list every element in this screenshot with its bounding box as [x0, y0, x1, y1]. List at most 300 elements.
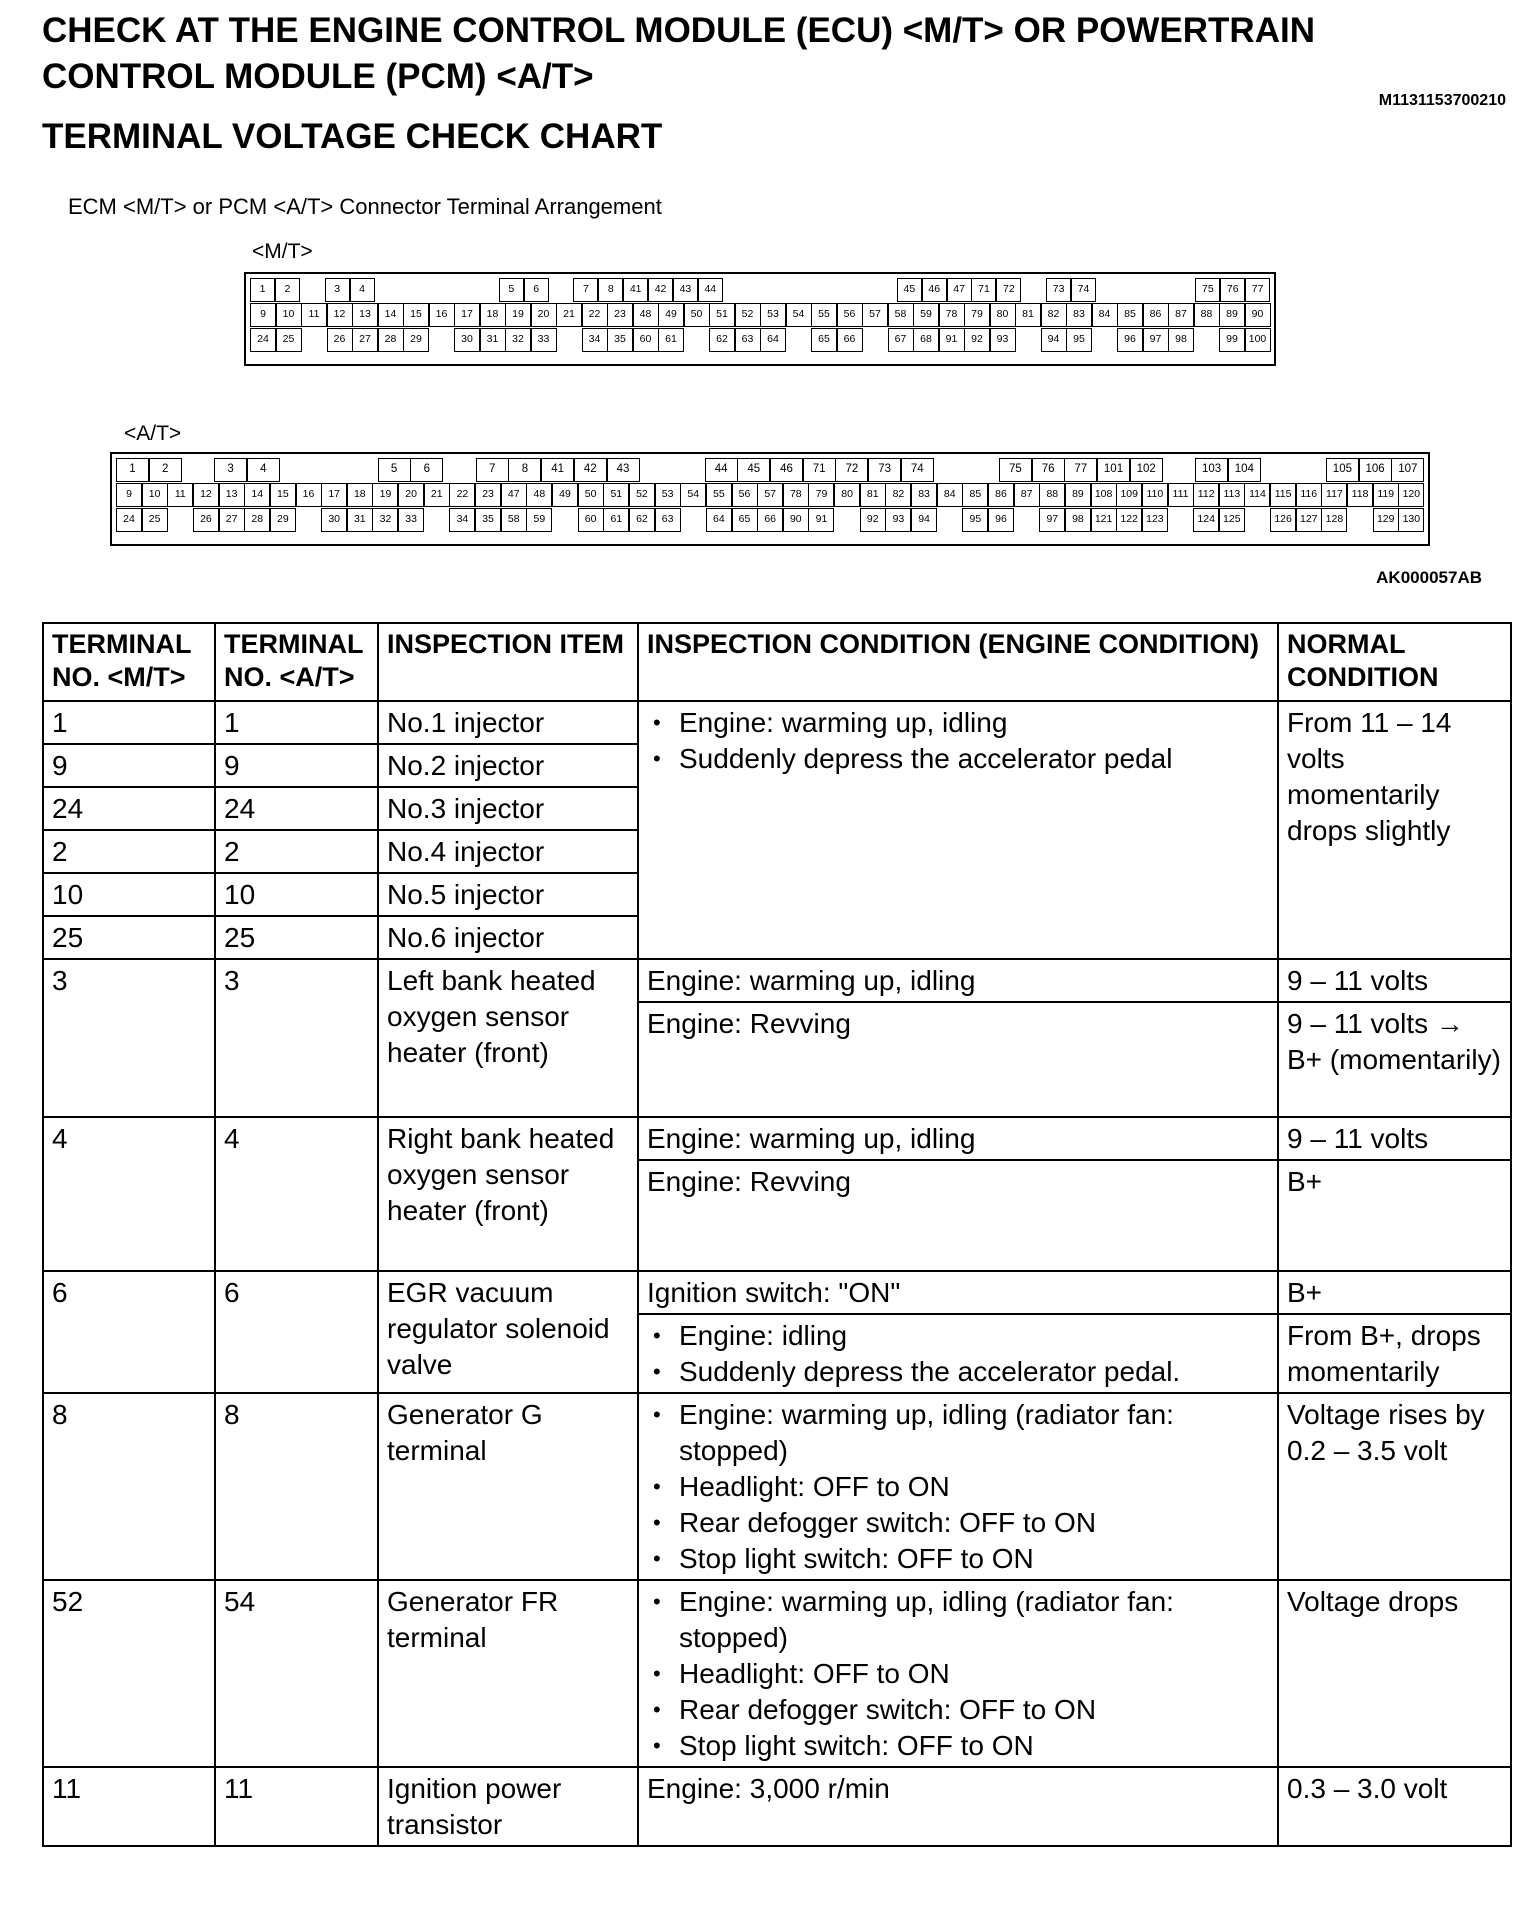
- condition-item: • Rear defogger switch: OFF to ON: [679, 1692, 1269, 1728]
- mt-terminal-72: 72: [996, 278, 1021, 302]
- at-terminal-62: 62: [629, 508, 655, 532]
- inspection-item: No.1 injector: [378, 701, 638, 744]
- terminal-at: 10: [215, 873, 378, 916]
- inspection-item: Left bank heated oxygen sensor heater (front): [378, 959, 638, 1117]
- inspection-item: No.5 injector: [378, 873, 638, 916]
- at-terminal-104: 104: [1228, 458, 1261, 482]
- at-terminal-4: 4: [247, 458, 280, 482]
- mt-terminal-15: 15: [403, 303, 429, 327]
- at-terminal-125: 125: [1219, 508, 1245, 532]
- at-terminal-28: 28: [244, 508, 270, 532]
- at-terminal-59: 59: [526, 508, 552, 532]
- mt-terminal-52: 52: [735, 303, 761, 327]
- terminal-at: 25: [215, 916, 378, 959]
- inspection-condition: Engine: Revving: [638, 1160, 1278, 1271]
- at-terminal-23: 23: [475, 483, 501, 507]
- at-connector-label: <A/T>: [124, 422, 182, 445]
- at-terminal-117: 117: [1321, 483, 1347, 507]
- normal-condition: From B+, drops momentarily: [1278, 1314, 1511, 1393]
- at-connector-diagram: [110, 452, 1430, 546]
- at-terminal-114: 114: [1244, 483, 1270, 507]
- mt-terminal-23: 23: [607, 303, 633, 327]
- at-terminal-43: 43: [607, 458, 640, 482]
- at-terminal-95: 95: [962, 508, 988, 532]
- at-terminal-71: 71: [803, 458, 836, 482]
- condition-item: • Headlight: OFF to ON: [679, 1469, 1269, 1505]
- mt-terminal-14: 14: [378, 303, 404, 327]
- mt-terminal-73: 73: [1046, 278, 1071, 302]
- table-row: [43, 1580, 1511, 1767]
- inspection-condition: Engine: warming up, idling: [638, 1117, 1278, 1160]
- at-terminal-116: 116: [1296, 483, 1322, 507]
- header-terminal-at: TERMINAL NO. <A/T>: [215, 623, 378, 701]
- at-terminal-76: 76: [1032, 458, 1065, 482]
- table-row: [43, 959, 1511, 1002]
- terminal-at: 9: [215, 744, 378, 787]
- at-terminal-90: 90: [783, 508, 809, 532]
- at-terminal-118: 118: [1347, 483, 1373, 507]
- terminal-mt: 11: [43, 1767, 215, 1846]
- mt-terminal-28: 28: [378, 328, 404, 352]
- at-terminal-2: 2: [149, 458, 182, 482]
- mt-terminal-2: 2: [275, 278, 300, 302]
- document-id: M1131153700210: [1378, 92, 1506, 109]
- mt-terminal-22: 22: [582, 303, 608, 327]
- inspection-item: Right bank heated oxygen sensor heater (front): [378, 1117, 638, 1271]
- at-terminal-105: 105: [1326, 458, 1359, 482]
- terminal-at: 1: [215, 701, 378, 744]
- mt-terminal-97: 97: [1143, 328, 1169, 352]
- at-terminal-101: 101: [1097, 458, 1130, 482]
- mt-terminal-29: 29: [403, 328, 429, 352]
- at-terminal-112: 112: [1193, 483, 1219, 507]
- mt-terminal-87: 87: [1168, 303, 1194, 327]
- at-terminal-94: 94: [911, 508, 937, 532]
- mt-terminal-71: 71: [971, 278, 996, 302]
- inspection-item: Generator FR terminal: [378, 1580, 638, 1767]
- terminal-mt: 2: [43, 830, 215, 873]
- condition-item: • Engine: warming up, idling (radiator fan: stopped): [679, 1584, 1269, 1656]
- mt-connector-diagram: [244, 272, 1276, 366]
- mt-terminal-51: 51: [709, 303, 735, 327]
- inspection-condition: Ignition switch: "ON": [638, 1271, 1278, 1314]
- condition-item: • Rear defogger switch: OFF to ON: [679, 1505, 1269, 1541]
- at-terminal-113: 113: [1219, 483, 1245, 507]
- mt-terminal-8: 8: [598, 278, 623, 302]
- condition-item: • Engine: warming up, idling: [679, 705, 1269, 741]
- mt-terminal-6: 6: [524, 278, 549, 302]
- header-normal-condition: NORMAL CONDITION: [1278, 623, 1511, 701]
- mt-terminal-94: 94: [1041, 328, 1067, 352]
- mt-terminal-30: 30: [454, 328, 480, 352]
- terminal-at: 6: [215, 1271, 378, 1393]
- at-terminal-109: 109: [1116, 483, 1142, 507]
- normal-condition: Voltage drops: [1278, 1580, 1511, 1767]
- at-terminal-66: 66: [757, 508, 783, 532]
- at-terminal-31: 31: [347, 508, 373, 532]
- mt-terminal-48: 48: [633, 303, 659, 327]
- normal-condition: B+: [1278, 1271, 1511, 1314]
- mt-terminal-74: 74: [1071, 278, 1096, 302]
- at-terminal-111: 111: [1168, 483, 1194, 507]
- mt-terminal-68: 68: [913, 328, 939, 352]
- at-terminal-81: 81: [860, 483, 886, 507]
- mt-terminal-58: 58: [888, 303, 914, 327]
- at-terminal-72: 72: [835, 458, 868, 482]
- at-terminal-11: 11: [167, 483, 193, 507]
- mt-terminal-35: 35: [607, 328, 633, 352]
- mt-terminal-10: 10: [276, 303, 302, 327]
- at-terminal-52: 52: [629, 483, 655, 507]
- at-terminal-46: 46: [770, 458, 803, 482]
- mt-terminal-60: 60: [633, 328, 659, 352]
- mt-terminal-50: 50: [684, 303, 710, 327]
- terminal-mt: 1: [43, 701, 215, 744]
- mt-terminal-80: 80: [990, 303, 1016, 327]
- mt-terminal-49: 49: [658, 303, 684, 327]
- inspection-condition: [638, 1314, 1278, 1393]
- at-terminal-74: 74: [901, 458, 934, 482]
- at-terminal-50: 50: [578, 483, 604, 507]
- at-terminal-30: 30: [321, 508, 347, 532]
- mt-terminal-21: 21: [556, 303, 582, 327]
- normal-condition: 9 – 11 volts: [1278, 1117, 1511, 1160]
- at-terminal-27: 27: [219, 508, 245, 532]
- inspection-item: No.3 injector: [378, 787, 638, 830]
- at-terminal-91: 91: [808, 508, 834, 532]
- mt-terminal-12: 12: [327, 303, 353, 327]
- mt-terminal-3: 3: [325, 278, 350, 302]
- at-terminal-29: 29: [270, 508, 296, 532]
- at-terminal-93: 93: [885, 508, 911, 532]
- at-terminal-124: 124: [1193, 508, 1219, 532]
- at-terminal-7: 7: [476, 458, 509, 482]
- mt-terminal-85: 85: [1117, 303, 1143, 327]
- terminal-mt: 4: [43, 1117, 215, 1271]
- mt-terminal-92: 92: [964, 328, 990, 352]
- at-terminal-41: 41: [541, 458, 574, 482]
- at-terminal-108: 108: [1091, 483, 1117, 507]
- at-terminal-78: 78: [783, 483, 809, 507]
- at-terminal-77: 77: [1064, 458, 1097, 482]
- condition-item: • Engine: warming up, idling (radiator fan: stopped): [679, 1397, 1269, 1469]
- at-terminal-126: 126: [1270, 508, 1296, 532]
- inspection-item: EGR vacuum regulator solenoid valve: [378, 1271, 638, 1393]
- mt-terminal-26: 26: [327, 328, 353, 352]
- mt-terminal-32: 32: [505, 328, 531, 352]
- at-terminal-55: 55: [706, 483, 732, 507]
- mt-terminal-100: 100: [1245, 328, 1271, 352]
- at-terminal-122: 122: [1116, 508, 1142, 532]
- at-terminal-10: 10: [142, 483, 168, 507]
- at-terminal-128: 128: [1321, 508, 1347, 532]
- mt-terminal-82: 82: [1041, 303, 1067, 327]
- mt-terminal-81: 81: [1015, 303, 1041, 327]
- mt-terminal-33: 33: [531, 328, 557, 352]
- inspection-condition: Engine: 3,000 r/min: [638, 1767, 1278, 1846]
- mt-terminal-89: 89: [1219, 303, 1245, 327]
- inspection-item: No.6 injector: [378, 916, 638, 959]
- at-terminal-92: 92: [860, 508, 886, 532]
- mt-terminal-44: 44: [698, 278, 723, 302]
- mt-terminal-53: 53: [760, 303, 786, 327]
- mt-terminal-4: 4: [350, 278, 375, 302]
- at-terminal-102: 102: [1130, 458, 1163, 482]
- table-row: [43, 1271, 1511, 1314]
- mt-terminal-88: 88: [1194, 303, 1220, 327]
- at-terminal-106: 106: [1359, 458, 1392, 482]
- mt-connector-label: <M/T>: [252, 240, 313, 263]
- inspection-item: No.2 injector: [378, 744, 638, 787]
- connector-arrangement-title: ECM <M/T> or PCM <A/T> Connector Terminal Arrangement: [68, 194, 662, 219]
- at-terminal-49: 49: [552, 483, 578, 507]
- at-terminal-26: 26: [193, 508, 219, 532]
- at-terminal-20: 20: [398, 483, 424, 507]
- at-terminal-22: 22: [449, 483, 475, 507]
- at-terminal-127: 127: [1296, 508, 1322, 532]
- figure-id: AK000057AB: [1376, 568, 1482, 587]
- at-terminal-53: 53: [655, 483, 681, 507]
- table-header-row: [43, 623, 1511, 701]
- at-terminal-42: 42: [574, 458, 607, 482]
- terminal-mt: 25: [43, 916, 215, 959]
- at-terminal-120: 120: [1398, 483, 1424, 507]
- condition-item: • Headlight: OFF to ON: [679, 1656, 1269, 1692]
- mt-terminal-62: 62: [709, 328, 735, 352]
- table-row: [43, 1393, 1511, 1580]
- at-terminal-16: 16: [296, 483, 322, 507]
- inspection-condition: [638, 701, 1278, 959]
- normal-condition: 9 – 11 volts: [1278, 959, 1511, 1002]
- mt-terminal-31: 31: [480, 328, 506, 352]
- at-terminal-13: 13: [219, 483, 245, 507]
- at-terminal-63: 63: [655, 508, 681, 532]
- mt-terminal-47: 47: [947, 278, 972, 302]
- at-terminal-57: 57: [757, 483, 783, 507]
- mt-terminal-43: 43: [673, 278, 698, 302]
- terminal-at: 4: [215, 1117, 378, 1271]
- mt-terminal-63: 63: [735, 328, 761, 352]
- table-row: [43, 1117, 1511, 1160]
- at-terminal-8: 8: [508, 458, 541, 482]
- at-terminal-96: 96: [988, 508, 1014, 532]
- terminal-mt: 3: [43, 959, 215, 1117]
- at-terminal-47: 47: [501, 483, 527, 507]
- at-terminal-115: 115: [1270, 483, 1296, 507]
- terminal-at: 2: [215, 830, 378, 873]
- at-terminal-19: 19: [372, 483, 398, 507]
- at-terminal-34: 34: [449, 508, 475, 532]
- at-terminal-5: 5: [378, 458, 411, 482]
- mt-terminal-7: 7: [573, 278, 598, 302]
- terminal-at: 24: [215, 787, 378, 830]
- at-terminal-24: 24: [116, 508, 142, 532]
- at-terminal-44: 44: [705, 458, 738, 482]
- terminal-mt: 52: [43, 1580, 215, 1767]
- at-terminal-33: 33: [398, 508, 424, 532]
- condition-item: • Engine: idling: [679, 1318, 1269, 1354]
- at-terminal-45: 45: [737, 458, 770, 482]
- page-title: CHECK AT THE ENGINE CONTROL MODULE (ECU) <M/T> OR POWERTRAIN CONTROL MODULE (PCM) <A/T>: [42, 11, 1315, 96]
- mt-terminal-64: 64: [760, 328, 786, 352]
- mt-terminal-67: 67: [888, 328, 914, 352]
- mt-terminal-9: 9: [250, 303, 276, 327]
- header-inspection-condition: INSPECTION CONDITION (ENGINE CONDITION): [638, 623, 1278, 701]
- at-terminal-61: 61: [603, 508, 629, 532]
- at-terminal-56: 56: [732, 483, 758, 507]
- terminal-mt: 24: [43, 787, 215, 830]
- at-terminal-14: 14: [244, 483, 270, 507]
- terminal-at: 3: [215, 959, 378, 1117]
- at-terminal-121: 121: [1091, 508, 1117, 532]
- mt-terminal-55: 55: [811, 303, 837, 327]
- at-terminal-79: 79: [808, 483, 834, 507]
- normal-condition: 9 – 11 volts → B+ (momentarily): [1278, 1002, 1511, 1117]
- at-terminal-84: 84: [937, 483, 963, 507]
- mt-terminal-56: 56: [837, 303, 863, 327]
- mt-terminal-76: 76: [1220, 278, 1245, 302]
- normal-condition: 0.3 – 3.0 volt: [1278, 1767, 1511, 1846]
- table-row: [43, 1767, 1511, 1846]
- mt-terminal-98: 98: [1168, 328, 1194, 352]
- condition-item: • Suddenly depress the accelerator pedal.: [679, 1354, 1269, 1390]
- at-terminal-35: 35: [475, 508, 501, 532]
- inspection-item: No.4 injector: [378, 830, 638, 873]
- header-terminal-mt: TERMINAL NO. <M/T>: [43, 623, 215, 701]
- inspection-condition: Engine: warming up, idling: [638, 959, 1278, 1002]
- mt-terminal-45: 45: [897, 278, 922, 302]
- condition-item: • Stop light switch: OFF to ON: [679, 1541, 1269, 1577]
- at-terminal-3: 3: [214, 458, 247, 482]
- at-terminal-119: 119: [1373, 483, 1399, 507]
- mt-terminal-91: 91: [939, 328, 965, 352]
- at-terminal-54: 54: [680, 483, 706, 507]
- terminal-mt: 8: [43, 1393, 215, 1580]
- at-terminal-64: 64: [706, 508, 732, 532]
- mt-terminal-24: 24: [250, 328, 276, 352]
- mt-terminal-99: 99: [1219, 328, 1245, 352]
- mt-terminal-93: 93: [990, 328, 1016, 352]
- at-terminal-9: 9: [116, 483, 142, 507]
- terminal-at: 8: [215, 1393, 378, 1580]
- at-terminal-86: 86: [988, 483, 1014, 507]
- at-terminal-80: 80: [834, 483, 860, 507]
- chart-title: TERMINAL VOLTAGE CHECK CHART: [42, 117, 663, 156]
- at-terminal-103: 103: [1195, 458, 1228, 482]
- table-row: [43, 701, 1511, 744]
- mt-terminal-46: 46: [922, 278, 947, 302]
- at-terminal-107: 107: [1391, 458, 1424, 482]
- at-terminal-110: 110: [1142, 483, 1168, 507]
- mt-terminal-83: 83: [1066, 303, 1092, 327]
- inspection-item: Generator G terminal: [378, 1393, 638, 1580]
- inspection-item: Ignition power transistor: [378, 1767, 638, 1846]
- mt-terminal-41: 41: [623, 278, 648, 302]
- at-terminal-12: 12: [193, 483, 219, 507]
- terminal-mt: 6: [43, 1271, 215, 1393]
- mt-terminal-78: 78: [939, 303, 965, 327]
- normal-condition: Voltage rises by 0.2 – 3.5 volt: [1278, 1393, 1511, 1580]
- terminal-at: 54: [215, 1580, 378, 1767]
- at-terminal-25: 25: [142, 508, 168, 532]
- mt-terminal-42: 42: [648, 278, 673, 302]
- mt-terminal-86: 86: [1143, 303, 1169, 327]
- mt-terminal-79: 79: [964, 303, 990, 327]
- at-terminal-98: 98: [1065, 508, 1091, 532]
- normal-condition: From 11 – 14 volts momentarily drops slightly: [1278, 701, 1511, 959]
- mt-terminal-84: 84: [1092, 303, 1118, 327]
- mt-terminal-19: 19: [505, 303, 531, 327]
- mt-terminal-66: 66: [837, 328, 863, 352]
- at-terminal-75: 75: [999, 458, 1032, 482]
- at-terminal-51: 51: [603, 483, 629, 507]
- mt-terminal-16: 16: [429, 303, 455, 327]
- mt-terminal-95: 95: [1066, 328, 1092, 352]
- mt-terminal-18: 18: [480, 303, 506, 327]
- mt-terminal-61: 61: [658, 328, 684, 352]
- at-terminal-85: 85: [962, 483, 988, 507]
- normal-condition: B+: [1278, 1160, 1511, 1271]
- mt-terminal-25: 25: [276, 328, 302, 352]
- at-terminal-129: 129: [1373, 508, 1399, 532]
- at-terminal-130: 130: [1398, 508, 1424, 532]
- at-terminal-17: 17: [321, 483, 347, 507]
- at-terminal-83: 83: [911, 483, 937, 507]
- at-terminal-88: 88: [1039, 483, 1065, 507]
- mt-terminal-57: 57: [862, 303, 888, 327]
- mt-terminal-90: 90: [1245, 303, 1271, 327]
- at-terminal-89: 89: [1065, 483, 1091, 507]
- inspection-condition: [638, 1580, 1278, 1767]
- mt-terminal-17: 17: [454, 303, 480, 327]
- at-terminal-82: 82: [885, 483, 911, 507]
- inspection-condition: [638, 1393, 1278, 1580]
- mt-terminal-11: 11: [301, 303, 327, 327]
- terminal-at: 11: [215, 1767, 378, 1846]
- mt-terminal-75: 75: [1195, 278, 1220, 302]
- terminal-mt: 9: [43, 744, 215, 787]
- mt-terminal-5: 5: [499, 278, 524, 302]
- at-terminal-73: 73: [868, 458, 901, 482]
- mt-terminal-27: 27: [352, 328, 378, 352]
- at-terminal-6: 6: [410, 458, 443, 482]
- at-terminal-58: 58: [501, 508, 527, 532]
- at-terminal-97: 97: [1039, 508, 1065, 532]
- at-terminal-21: 21: [424, 483, 450, 507]
- mt-terminal-96: 96: [1117, 328, 1143, 352]
- mt-terminal-54: 54: [786, 303, 812, 327]
- mt-terminal-1: 1: [250, 278, 275, 302]
- condition-item: • Suddenly depress the accelerator pedal: [679, 741, 1269, 777]
- inspection-condition: Engine: Revving: [638, 1002, 1278, 1117]
- at-terminal-15: 15: [270, 483, 296, 507]
- terminal-mt: 10: [43, 873, 215, 916]
- header-inspection-item: INSPECTION ITEM: [378, 623, 638, 701]
- at-terminal-87: 87: [1014, 483, 1040, 507]
- mt-terminal-77: 77: [1245, 278, 1270, 302]
- condition-item: • Stop light switch: OFF to ON: [679, 1728, 1269, 1764]
- at-terminal-1: 1: [116, 458, 149, 482]
- terminal-voltage-table: [42, 622, 1512, 1847]
- mt-terminal-20: 20: [531, 303, 557, 327]
- mt-terminal-59: 59: [913, 303, 939, 327]
- at-terminal-60: 60: [578, 508, 604, 532]
- mt-terminal-34: 34: [582, 328, 608, 352]
- at-terminal-123: 123: [1142, 508, 1168, 532]
- mt-terminal-65: 65: [811, 328, 837, 352]
- mt-terminal-13: 13: [352, 303, 378, 327]
- at-terminal-65: 65: [732, 508, 758, 532]
